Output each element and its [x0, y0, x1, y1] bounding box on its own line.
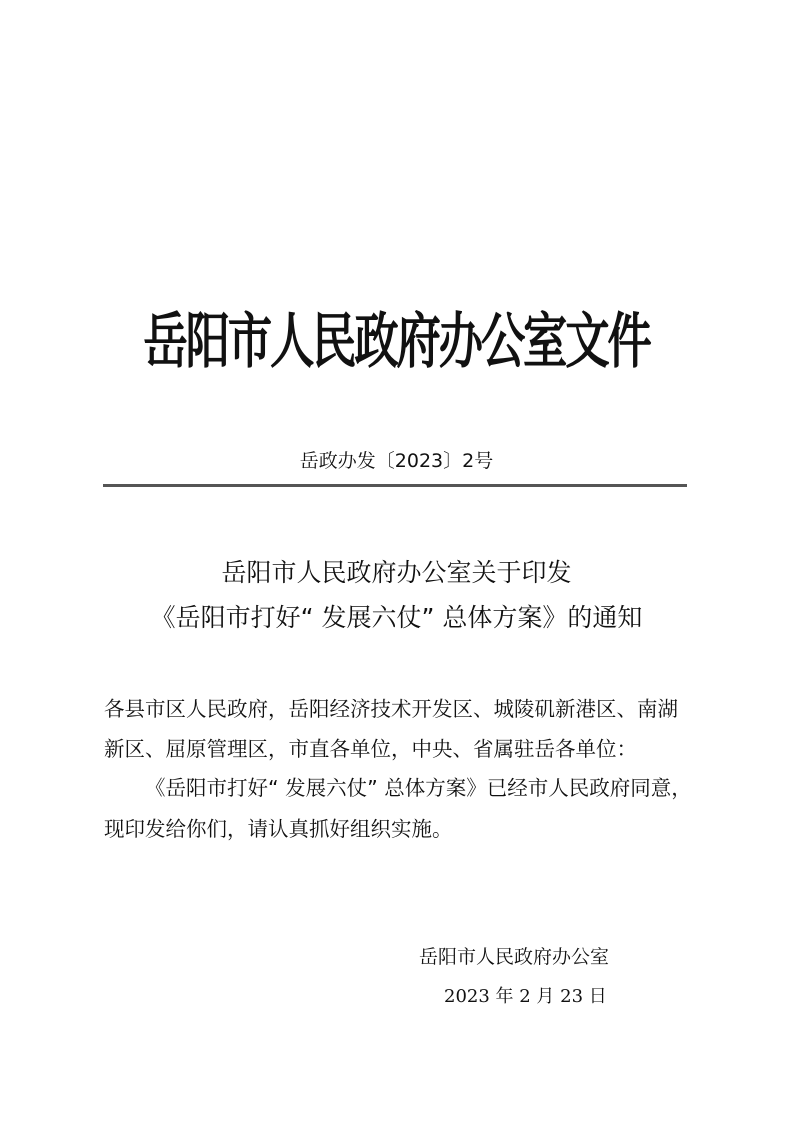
notice-title-line-1: 岳阳市人民政府办公室关于印发 — [221, 558, 572, 587]
issue-date: 2023 年 2 月 23 日 — [444, 986, 607, 1007]
body-paragraph-line-2: 现印发给你们，请认真抓好组织实施。 — [104, 817, 453, 841]
header-divider — [103, 484, 687, 487]
document-number: 岳政办发〔2023〕2号 — [299, 450, 494, 472]
addressee-line-2: 新区、屈原管理区，市直各单位，中央、省属驻岳各单位： — [104, 737, 637, 761]
notice-title-line-2: 《岳阳市打好“ 发展六仗” 总体方案》的通知 — [150, 603, 643, 632]
body-paragraph-line-1: 《岳阳市打好“ 发展六仗” 总体方案》已经市人民政府同意， — [145, 776, 692, 800]
issuer-signature: 岳阳市人民政府办公室 — [419, 946, 610, 968]
addressee-line-1: 各县市区人民政府，岳阳经济技术开发区、城陵矶新港区、南湖 — [104, 697, 678, 721]
document-header-title: 岳阳市人民政府办公室文件 — [143, 307, 650, 377]
